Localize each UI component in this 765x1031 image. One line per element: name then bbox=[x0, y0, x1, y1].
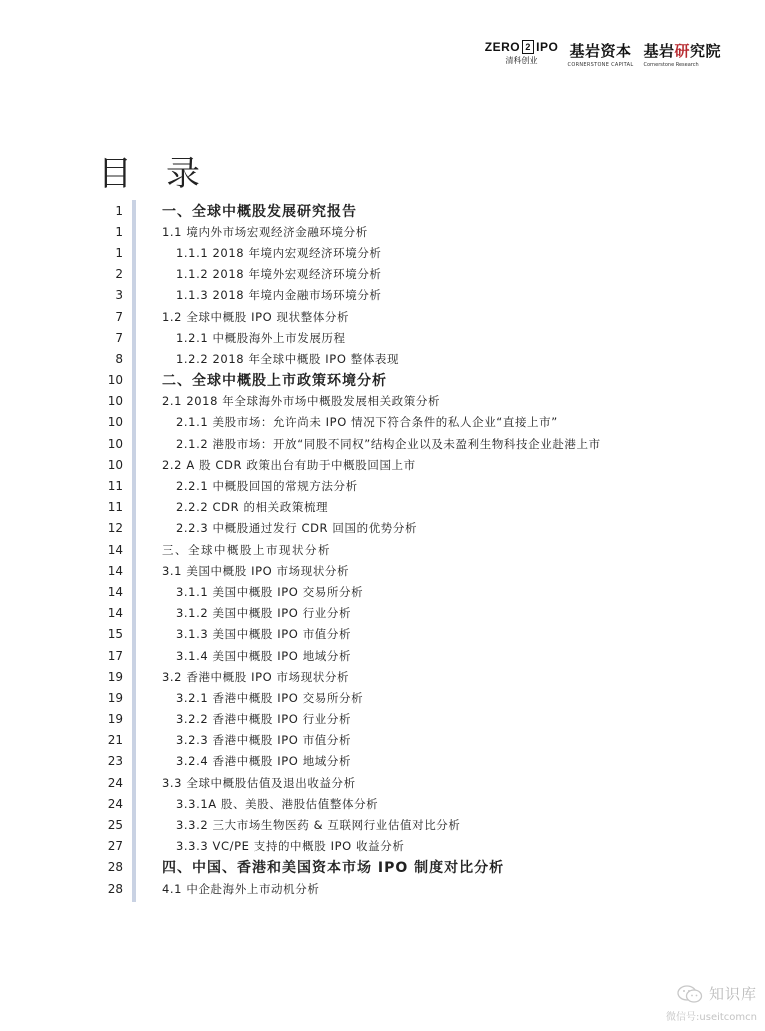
toc-page-number: 2 bbox=[115, 267, 123, 282]
toc-entry-text[interactable]: 1.1.1 2018 年境内宏观经济环境分析 bbox=[176, 245, 382, 260]
toc-entry-text[interactable]: 3.1.2 美国中概股 IPO 行业分析 bbox=[176, 606, 352, 621]
cornerstone-main: 基岩资本 bbox=[569, 42, 632, 60]
toc-page-number: 15 bbox=[107, 627, 123, 642]
research-main-black: 基岩 bbox=[643, 42, 675, 60]
toc-entry[interactable] bbox=[96, 836, 716, 857]
toc-entry[interactable] bbox=[96, 687, 716, 708]
toc-entry[interactable] bbox=[96, 751, 716, 772]
toc-page-number: 7 bbox=[115, 330, 123, 345]
toc-entry[interactable] bbox=[96, 454, 716, 475]
toc-entry[interactable] bbox=[96, 391, 716, 412]
toc-entry[interactable] bbox=[96, 560, 716, 581]
toc-entry-text[interactable]: 2.2.3 中概股通过发行 CDR 回国的优势分析 bbox=[176, 521, 418, 536]
toc-entry-text[interactable]: 3.3.2 三大市场生物医药 & 互联网行业估值对比分析 bbox=[176, 818, 461, 833]
toc-entry[interactable] bbox=[96, 433, 716, 454]
toc-page-number: 28 bbox=[107, 860, 123, 875]
toc-entry-text[interactable]: 2.1.1 美股市场：允许尚未 IPO 情况下符合条件的私人企业“直接上市” bbox=[176, 415, 558, 430]
research-main-red: 研 bbox=[674, 42, 690, 60]
cornerstone-research-logo bbox=[643, 40, 721, 68]
toc-entry[interactable] bbox=[96, 857, 716, 878]
zero-logo-box: 2 bbox=[522, 40, 534, 54]
toc-page-number: 24 bbox=[107, 796, 123, 811]
toc-entry-text[interactable]: 1.1 境内外市场宏观经济金融环境分析 bbox=[162, 224, 368, 239]
toc-entry[interactable] bbox=[96, 518, 716, 539]
toc-page-number: 3 bbox=[115, 288, 123, 303]
toc-page-number: 12 bbox=[107, 521, 123, 536]
toc-page-number: 17 bbox=[107, 648, 123, 663]
toc-entry[interactable] bbox=[96, 221, 716, 242]
page-title: 目录 bbox=[98, 154, 234, 194]
toc-entry-text[interactable]: 一、全球中概股发展研究报告 bbox=[162, 203, 357, 220]
toc-page-number: 10 bbox=[107, 415, 123, 430]
toc-page-number: 1 bbox=[115, 203, 123, 218]
toc-page-number: 11 bbox=[107, 500, 123, 515]
toc-entry-text[interactable]: 1.2.2 2018 年全球中概股 IPO 整体表现 bbox=[176, 351, 400, 366]
watermark-name: 知识库 bbox=[708, 985, 757, 1003]
cornerstone-sub: CORNERSTONE CAPITAL bbox=[567, 62, 634, 68]
toc-entry-text[interactable]: 二、全球中概股上市政策环境分析 bbox=[162, 373, 387, 390]
toc-entry-text[interactable]: 四、中国、香港和美国资本市场 IPO 制度对比分析 bbox=[162, 860, 505, 877]
toc-page-number: 14 bbox=[107, 606, 123, 621]
toc-entry[interactable] bbox=[96, 645, 716, 666]
toc-entry-text[interactable]: 1.1.3 2018 年境内金融市场环境分析 bbox=[176, 288, 382, 303]
research-main-rest: 究院 bbox=[689, 42, 721, 60]
wechat-watermark bbox=[666, 983, 757, 1023]
zero2ipo-logo bbox=[486, 40, 558, 66]
toc-entry[interactable] bbox=[96, 306, 716, 327]
toc-entry-text[interactable]: 4.1 中企赴海外上市动机分析 bbox=[162, 881, 320, 896]
toc-entry-text[interactable]: 1.2 全球中概股 IPO 现状整体分析 bbox=[162, 309, 350, 324]
toc-entry[interactable] bbox=[96, 370, 716, 391]
toc-entry[interactable] bbox=[96, 475, 716, 496]
toc-entry-text[interactable]: 2.2.2 CDR 的相关政策梳理 bbox=[176, 500, 329, 515]
toc-entry-text[interactable]: 3.2.4 香港中概股 IPO 地域分析 bbox=[176, 754, 352, 769]
watermark-sub: 微信号:useitcomcn bbox=[666, 1012, 757, 1023]
toc-entry[interactable] bbox=[96, 772, 716, 793]
toc-page-number: 25 bbox=[107, 818, 123, 833]
toc-entry-text[interactable]: 三、全球中概股上市现状分析 bbox=[162, 542, 331, 557]
toc-entry-text[interactable]: 2.1 2018 年全球海外市场中概股发展相关政策分析 bbox=[162, 394, 441, 409]
toc-page-number: 1 bbox=[115, 245, 123, 260]
toc-entry-text[interactable]: 3.1 美国中概股 IPO 市场现状分析 bbox=[162, 563, 350, 578]
toc-entry-text[interactable]: 3.3 全球中概股估值及退出收益分析 bbox=[162, 775, 356, 790]
toc-entry[interactable] bbox=[96, 412, 716, 433]
toc-entry-text[interactable]: 2.2.1 中概股回国的常规方法分析 bbox=[176, 479, 358, 494]
toc-entry[interactable] bbox=[96, 285, 716, 306]
toc-entry[interactable] bbox=[96, 878, 716, 899]
zero-logo-sub: 清科创业 bbox=[505, 56, 538, 65]
toc-page-number: 10 bbox=[107, 373, 123, 388]
toc-entry[interactable] bbox=[96, 348, 716, 369]
toc-entry[interactable] bbox=[96, 497, 716, 518]
toc-page-number: 19 bbox=[107, 712, 123, 727]
toc-entry[interactable] bbox=[96, 709, 716, 730]
toc-page-number: 19 bbox=[107, 690, 123, 705]
toc-entry-text[interactable]: 3.1.3 美国中概股 IPO 市值分析 bbox=[176, 627, 352, 642]
cornerstone-capital-logo bbox=[568, 40, 634, 68]
toc-entry-text[interactable]: 2.2 A 股 CDR 政策出台有助于中概股回国上市 bbox=[162, 457, 416, 472]
toc-page-number: 14 bbox=[107, 563, 123, 578]
research-sub: Cornerstone Research bbox=[643, 62, 699, 68]
toc-page-number: 10 bbox=[107, 457, 123, 472]
toc-page-number: 28 bbox=[107, 881, 123, 896]
toc-entry-text[interactable]: 3.3.3 VC/PE 支持的中概股 IPO 收益分析 bbox=[176, 839, 405, 854]
toc-page-number: 7 bbox=[115, 309, 123, 324]
toc-entry[interactable] bbox=[96, 581, 716, 602]
toc-entry[interactable] bbox=[96, 624, 716, 645]
toc-entry[interactable] bbox=[96, 242, 716, 263]
toc-entry[interactable] bbox=[96, 327, 716, 348]
toc-page-number: 10 bbox=[107, 394, 123, 409]
toc-entry[interactable] bbox=[96, 666, 716, 687]
toc-page-number: 1 bbox=[115, 224, 123, 239]
zero-logo-left: ZERO bbox=[484, 40, 521, 54]
toc-entry-text[interactable]: 3.2.3 香港中概股 IPO 市值分析 bbox=[176, 733, 352, 748]
toc-page-number: 24 bbox=[107, 775, 123, 790]
toc-entry-text[interactable]: 3.2.2 香港中概股 IPO 行业分析 bbox=[176, 712, 352, 727]
toc-page-number: 8 bbox=[115, 351, 123, 366]
toc-page-number: 19 bbox=[107, 669, 123, 684]
table-of-contents bbox=[96, 200, 716, 899]
wechat-icon bbox=[677, 985, 703, 1003]
toc-entry-text[interactable]: 2.1.2 港股市场：开放“同股不同权”结构企业以及未盈利生物科技企业赴港上市 bbox=[176, 436, 601, 451]
toc-entry-text[interactable]: 1.1.2 2018 年境外宏观经济环境分析 bbox=[176, 267, 382, 282]
toc-entry[interactable] bbox=[96, 814, 716, 835]
toc-page-number: 10 bbox=[107, 436, 123, 451]
toc-entry-text[interactable]: 3.3.1A 股、美股、港股估值整体分析 bbox=[176, 796, 379, 811]
toc-entry[interactable] bbox=[96, 200, 716, 221]
toc-entry[interactable] bbox=[96, 264, 716, 285]
toc-entry[interactable] bbox=[96, 603, 716, 624]
toc-page-number: 27 bbox=[107, 839, 123, 854]
toc-entry-text[interactable]: 3.1.1 美国中概股 IPO 交易所分析 bbox=[176, 584, 364, 599]
toc-entry-text[interactable]: 3.1.4 美国中概股 IPO 地域分析 bbox=[176, 648, 352, 663]
toc-page-number: 21 bbox=[107, 733, 123, 748]
zero-logo-right: IPO bbox=[536, 40, 559, 54]
toc-page-number: 14 bbox=[107, 584, 123, 599]
header-logos bbox=[486, 40, 721, 68]
toc-entry-text[interactable]: 3.2.1 香港中概股 IPO 交易所分析 bbox=[176, 690, 364, 705]
toc-page-number: 23 bbox=[107, 754, 123, 769]
toc-page-number: 14 bbox=[107, 542, 123, 557]
toc-entry[interactable] bbox=[96, 539, 716, 560]
toc-entry-text[interactable]: 3.2 香港中概股 IPO 市场现状分析 bbox=[162, 669, 350, 684]
toc-entry-text[interactable]: 1.2.1 中概股海外上市发展历程 bbox=[176, 330, 346, 345]
toc-entry[interactable] bbox=[96, 730, 716, 751]
toc-entry[interactable] bbox=[96, 793, 716, 814]
toc-page-number: 11 bbox=[107, 479, 123, 494]
